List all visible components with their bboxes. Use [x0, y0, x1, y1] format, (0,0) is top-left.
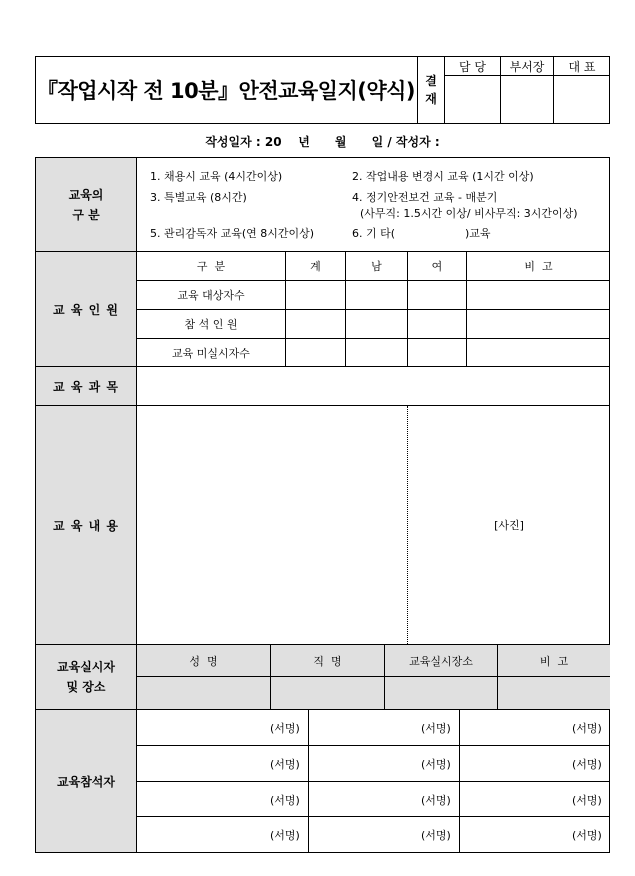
instructor-header-place: 교육실시장소 — [409, 654, 473, 668]
sign-box-ceo[interactable] — [554, 76, 610, 123]
attendee-sign[interactable]: (서명) — [270, 722, 300, 735]
sign-box-manager[interactable] — [501, 76, 553, 123]
date-author-line: 작성일자 : 20 년 월 일 / 작성자 : — [205, 134, 440, 149]
approval-col-charge: 담 당 — [459, 59, 486, 74]
label-content: 교 육 내 용 — [53, 518, 119, 533]
attendee-sign[interactable]: (서명) — [421, 722, 451, 735]
attendee-sign[interactable]: (서명) — [572, 758, 602, 771]
personnel-header-category: 구 분 — [196, 260, 226, 273]
type-item-6[interactable]: 6. 기 타( )교육 — [352, 227, 491, 240]
personnel-header-total: 계 — [310, 260, 321, 273]
attendee-sign[interactable]: (서명) — [572, 722, 602, 735]
approval-label: 결 재 — [425, 74, 437, 106]
attendee-sign[interactable]: (서명) — [270, 758, 300, 771]
sign-box-charge[interactable] — [445, 76, 500, 123]
personnel-row-target: 교육 대상자수 — [177, 289, 245, 302]
instructor-input-row[interactable] — [137, 677, 610, 709]
photo-area[interactable]: [사진] — [494, 519, 524, 532]
type-item-3[interactable]: 3. 특별교육 (8시간) — [150, 191, 247, 204]
attendee-sign[interactable]: (서명) — [572, 794, 602, 807]
personnel-header-remarks: 비 고 — [524, 260, 553, 273]
approval-col-ceo: 대 표 — [568, 59, 596, 74]
personnel-header-male: 남 — [371, 260, 382, 273]
attendee-sign[interactable]: (서명) — [572, 829, 602, 842]
attendee-sign[interactable]: (서명) — [421, 758, 451, 771]
label-subject: 교 육 과 목 — [53, 379, 119, 394]
subject-field[interactable] — [137, 367, 610, 405]
content-field[interactable] — [137, 406, 407, 644]
type-item-4[interactable]: 4. 정기안전보건 교육 - 매분기 — [352, 191, 498, 204]
label-instructor: 교육실시자 및 장소 — [57, 660, 115, 694]
type-item-5[interactable]: 5. 관리감독자 교육(연 8시간이상) — [150, 227, 315, 240]
personnel-row-absent: 교육 미실시자수 — [172, 346, 250, 360]
attendee-sign[interactable]: (서명) — [270, 829, 300, 842]
instructor-header-position: 직 명 — [313, 654, 342, 668]
attendee-sign[interactable]: (서명) — [421, 794, 451, 807]
personnel-row-attended: 참 석 인 원 — [184, 318, 238, 331]
document-title: 『작업시작 전 10분』안전교육일지(약식) — [36, 79, 416, 103]
instructor-header-remarks: 비 고 — [539, 654, 569, 668]
personnel-input-cells[interactable] — [286, 281, 610, 366]
type-item-1[interactable]: 1. 채용시 교육 (4시간이상) — [150, 170, 283, 183]
instructor-header-name: 성 명 — [189, 654, 218, 668]
label-attendees: 교육참석자 — [57, 774, 115, 789]
type-item-2[interactable]: 2. 작업내용 변경시 교육 (1시간 이상) — [352, 170, 534, 183]
type-item-4-note: (사무직: 1.5시간 이상/ 비사무직: 3시간이상) — [360, 207, 578, 220]
label-personnel: 교 육 인 원 — [53, 302, 119, 317]
approval-col-manager: 부서장 — [509, 59, 545, 74]
personnel-header-female: 여 — [431, 260, 443, 273]
attendee-sign[interactable]: (서명) — [270, 794, 300, 807]
label-education-type: 교육의 구 분 — [68, 187, 104, 222]
attendee-sign[interactable]: (서명) — [421, 829, 451, 842]
